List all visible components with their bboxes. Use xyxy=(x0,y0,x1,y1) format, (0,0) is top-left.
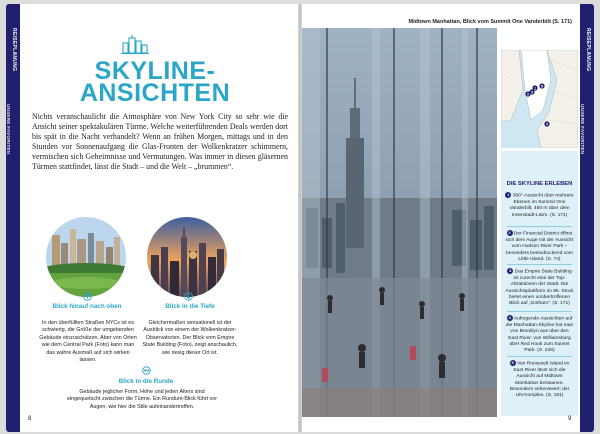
col1-text: In den überfüllten Straßen NYCs ist es schwierig, die Größe der umgebenden Gebäude einzuschätzen. Aber von Orten wie dem Central Park (Foto) kann man das wahre Ausmaß auf sich wirken lassen. xyxy=(39,320,137,364)
page-number-left: 8 xyxy=(28,416,32,422)
map-marker-1: 1 xyxy=(534,86,536,91)
box-title: DIE SKYLINE ERLEBEN xyxy=(506,181,573,187)
col2-text: Gleichermaßen sensationell ist der Ausblick von einem der Wolkenkratzer-Observatorien. Der Blick vom Empire State Building (Foto), zeigt anschaulich, wie riesig dieser Ort ist. xyxy=(142,320,238,356)
intro-text: Nichts veranschaulicht die Atmosphäre von New York City so sehr wie die Ansicht seiner spektakulären Türme. Welche weiterführenden Deals werden dort bis spät in die Nacht verhandelt? Wenn an frühen Morgen, mittags und in den Stunden vor Sonnenaufgang die Glas-Fronten der Wolkenkratzer schimmern, vermischen sich Geheimnisse und Vermutungen. Was immer in diesen gläsernen Türmen stattfindet, lässt die Stadt – und die Welt – „brummen“. xyxy=(32,112,288,171)
col1-heading: Blick hinauf nach oben xyxy=(52,303,122,310)
map-marker-2: 2 xyxy=(527,92,529,97)
tip-item-1 xyxy=(505,192,574,219)
look-down-icon xyxy=(184,292,193,301)
right-page xyxy=(302,4,594,432)
locator-map xyxy=(501,50,578,148)
map-marker-5: 5 xyxy=(541,84,543,89)
page-number-right: 9 xyxy=(568,416,572,422)
side-tab-subsection: UNSERE FAVORITEN xyxy=(580,104,585,155)
skyline-icon xyxy=(121,34,149,54)
title-line-2: ANSICHTEN xyxy=(79,79,231,107)
side-tab-left xyxy=(6,4,20,432)
col3-text: Gebäude jeglicher Form, Höhe und jeden Alters sind eingequetscht zwischen die Türme. Ein Rundum-Blick führt vor Augen, wie hier die Stile aufeinandertreffen. xyxy=(66,389,217,410)
tip-text-5: Von Roosevelt Island im East River lässt sich die Aussicht auf Midtown Manhattan bestaunen. Besonders sehenswert: der UN-Komplex. (S. 191) xyxy=(509,361,570,399)
tip-text-2: Der Financial District öffnet sich dem Auge mit der Aussicht vom Hudson River Park – besonders beeindruckend vom Little Island. (S. 74) xyxy=(505,231,574,262)
tip-divider xyxy=(507,356,572,357)
tip-divider xyxy=(507,311,572,312)
map-marker-4: 4 xyxy=(546,122,548,127)
photo-caption: Midtown Manhattan, Blick vom Summit One Vanderbilt (S. 171) xyxy=(408,19,572,25)
tip-text-4: Aufregende Aussichten auf die Manhattan-Skyline hat man von Brooklyn aus über den East River: von Williamsburg über Red Hook zum Sunset Park. (S. 228) xyxy=(505,316,574,354)
tip-number-3: 3 xyxy=(509,268,512,273)
left-page xyxy=(6,4,298,432)
summit-one-vanderbilt-photo xyxy=(302,28,497,417)
tip-item-5 xyxy=(505,360,574,400)
skyline-tips-box xyxy=(501,151,578,416)
look-around-icon xyxy=(142,366,151,375)
tip-number-1: 1 xyxy=(507,192,510,197)
map-marker-3: 3 xyxy=(531,90,533,95)
tip-item-3 xyxy=(505,268,574,308)
title-line-1: SKYLINE- xyxy=(94,57,216,85)
central-park-photo xyxy=(46,217,126,297)
tip-item-2 xyxy=(505,230,574,263)
side-tab-subsection: UNSERE FAVORITEN xyxy=(6,104,11,155)
side-tab-section: REISEPLANUNG xyxy=(11,28,17,72)
page-title xyxy=(70,57,240,107)
side-tab-section: REISEPLANUNG xyxy=(585,28,591,72)
tip-text-1: 360°-Aussicht über mehrere Ebenen im Summit One Vanderbilt, 450 m über dem Innenstadt-Lärm. (S. 171) xyxy=(509,193,574,218)
look-up-icon xyxy=(83,292,92,301)
tip-number-5: 5 xyxy=(511,360,514,365)
tip-number-2: 2 xyxy=(508,230,511,235)
tip-divider xyxy=(507,226,572,227)
tip-number-4: 4 xyxy=(508,315,511,320)
col3-heading: Blick in die Runde xyxy=(118,378,174,385)
tip-item-4 xyxy=(505,315,574,355)
side-tab-right xyxy=(580,4,594,432)
col2-heading: Blick in die Tiefe xyxy=(165,303,215,310)
empire-state-view-photo xyxy=(147,217,227,297)
tip-divider xyxy=(507,264,572,265)
tip-text-3: Das Empire State Building ist zurecht eine der Top-Attraktionen der Stadt. Die Aussichtsplattform im 86. Stock bietet einen unübertroffenen Blick auf „Gotham“. (S. 171) xyxy=(505,269,574,307)
